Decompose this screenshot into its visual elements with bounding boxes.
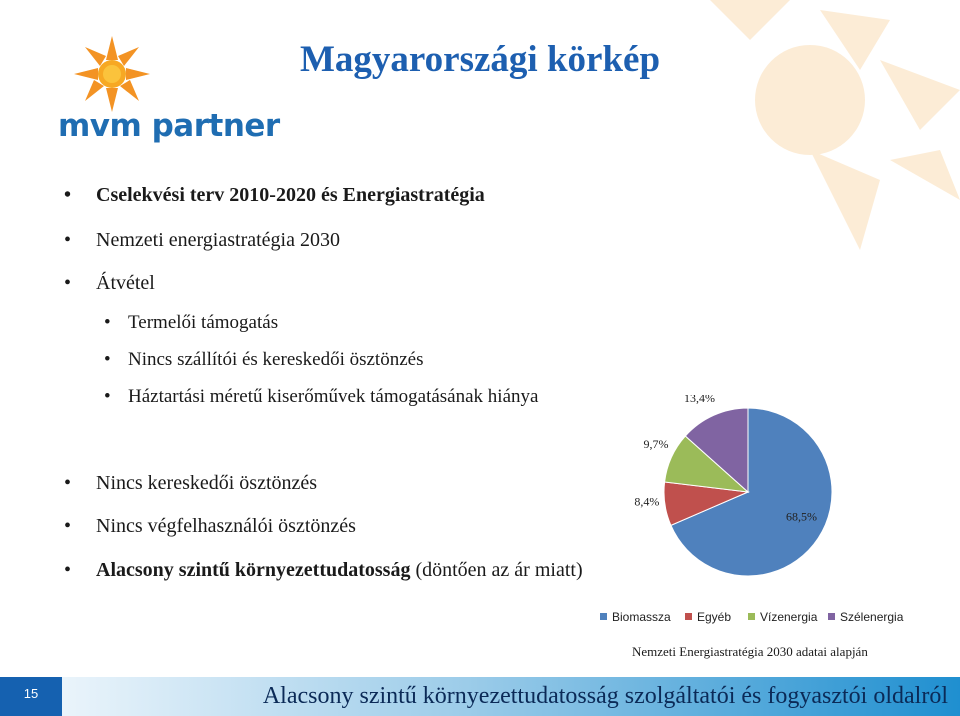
page-title: Magyarországi körkép: [300, 39, 661, 80]
pie-label-szélenergia: 13,4%: [684, 395, 716, 406]
legend-swatch-szélenergia: [828, 613, 835, 620]
legend-label-biomassza: Biomassza: [612, 610, 671, 624]
energy-mix-pie-chart: [590, 395, 960, 635]
legend-swatch-vízenergia: [748, 613, 755, 620]
legend-swatch-biomassza: [600, 613, 607, 620]
bullet-rest-part: (döntően az ár miatt): [410, 559, 583, 581]
legend-label-vízenergia: Vízenergia: [760, 610, 818, 624]
footer-title: Alacsony szintű környezettudatosság szolgáltatói és fogyasztói oldalról: [262, 683, 948, 709]
legend-label-szélenergia: Szélenergia: [840, 610, 904, 624]
pie-label-egyéb: 8,4%: [634, 494, 660, 509]
legend-label-egyéb: Egyéb: [697, 610, 732, 624]
pie-label-vízenergia: 9,7%: [643, 437, 669, 452]
logo-wordmark: mvm partner: [58, 108, 280, 144]
page-number: 15: [0, 677, 62, 716]
pie-label-biomassza: 68,5%: [786, 509, 818, 524]
legend-swatch-egyéb: [685, 613, 692, 620]
chart-source-caption: Nemzeti Energiastratégia 2030 adatai alapján: [632, 644, 868, 659]
bullet-bold-part: Alacsony szintű környezettudatosság: [96, 559, 411, 581]
